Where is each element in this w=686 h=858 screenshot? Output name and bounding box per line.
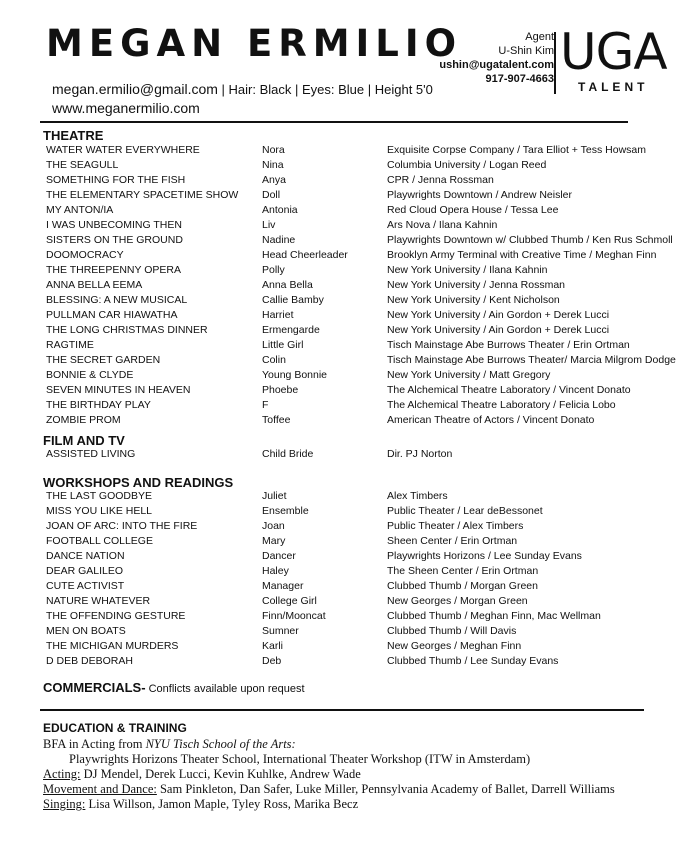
credit-company: New York University / Kent Nicholson bbox=[387, 294, 560, 306]
credit-company: New York University / Ain Gordon + Derek Lucci bbox=[387, 324, 610, 336]
credit-company: The Alchemical Theatre Laboratory / Vincent Donato bbox=[387, 384, 631, 396]
credit-title: SISTERS ON THE GROUND bbox=[46, 234, 183, 246]
section-title-education: EDUCATION & TRAINING bbox=[43, 721, 187, 735]
credit-company: New York University / Ilana Kahnin bbox=[387, 264, 548, 276]
credit-company: Sheen Center / Erin Ortman bbox=[387, 535, 518, 547]
credit-title: MISS YOU LIKE HELL bbox=[46, 505, 153, 517]
header-divider bbox=[40, 121, 628, 123]
credit-row bbox=[0, 294, 686, 309]
credit-role: Ermengarde bbox=[262, 324, 320, 336]
credit-company: Public Theater / Lear deBessonet bbox=[387, 505, 543, 517]
credit-row bbox=[0, 279, 686, 294]
credit-role: Harriet bbox=[262, 309, 294, 321]
credit-company: New Georges / Morgan Green bbox=[387, 595, 528, 607]
credit-company: New York University / Matt Gregory bbox=[387, 369, 551, 381]
movement-teachers: Sam Pinkleton, Dan Safer, Luke Miller, Pennsylvania Academy of Ballet, Darrell Williams bbox=[156, 782, 615, 796]
acting-line bbox=[43, 767, 615, 782]
credit-title: ZOMBIE PROM bbox=[46, 414, 121, 426]
credit-row bbox=[0, 550, 686, 565]
credit-company: Exquisite Corpse Company / Tara Elliot + Tess Howsam bbox=[387, 144, 647, 156]
credit-title: BLESSING: A NEW MUSICAL bbox=[46, 294, 188, 306]
credit-role: Deb bbox=[262, 655, 282, 667]
credit-role: Sumner bbox=[262, 625, 299, 637]
credit-role: F bbox=[262, 399, 269, 411]
credit-role: Little Girl bbox=[262, 339, 304, 351]
theatre-credits bbox=[0, 144, 686, 429]
movement-line bbox=[43, 782, 615, 797]
credit-title: THE LONG CHRISTMAS DINNER bbox=[46, 324, 208, 336]
credit-role: Colin bbox=[262, 354, 286, 366]
credit-row bbox=[0, 565, 686, 580]
credit-row bbox=[0, 490, 686, 505]
agent-email[interactable]: ushin@ugatalent.com bbox=[439, 59, 554, 71]
credit-company: Public Theater / Alex Timbers bbox=[387, 520, 524, 532]
credit-role: Joan bbox=[262, 520, 285, 532]
credit-row bbox=[0, 399, 686, 414]
degree-line bbox=[43, 737, 615, 752]
credit-title: THE OFFENDING GESTURE bbox=[46, 610, 186, 622]
credit-title: I WAS UNBECOMING THEN bbox=[46, 219, 182, 231]
section-title-film: FILM AND TV bbox=[43, 433, 125, 448]
workshop-credits bbox=[0, 490, 686, 670]
credit-role: Antonia bbox=[262, 204, 298, 216]
credit-title: SEVEN MINUTES IN HEAVEN bbox=[46, 384, 191, 396]
credit-role: Head Cheerleader bbox=[262, 249, 348, 261]
credit-role: Phoebe bbox=[262, 384, 299, 396]
section-title-commercials bbox=[43, 680, 305, 695]
credit-row bbox=[0, 219, 686, 234]
singing-line bbox=[43, 797, 615, 812]
film-credits bbox=[0, 448, 686, 463]
credit-row bbox=[0, 655, 686, 670]
credit-title: THE SEAGULL bbox=[46, 159, 119, 171]
credit-title: SOMETHING FOR THE FISH bbox=[46, 174, 186, 186]
credit-company: Clubbed Thumb / Morgan Green bbox=[387, 580, 538, 592]
credit-company: Red Cloud Opera House / Tessa Lee bbox=[387, 204, 559, 216]
credit-company: New Georges / Meghan Finn bbox=[387, 640, 522, 652]
section-title-workshops: WORKSHOPS AND READINGS bbox=[43, 475, 234, 490]
credit-company: Clubbed Thumb / Will Davis bbox=[387, 625, 517, 637]
credit-row bbox=[0, 369, 686, 384]
credit-row bbox=[0, 249, 686, 264]
credit-role: Polly bbox=[262, 264, 285, 276]
credit-company: Tisch Mainstage Abe Burrows Theater/ Marcia Milgrom Dodge bbox=[387, 354, 676, 366]
credit-title: DEAR GALILEO bbox=[46, 565, 124, 577]
website-link[interactable]: www.meganermilio.com bbox=[52, 100, 200, 116]
credit-row bbox=[0, 234, 686, 249]
credit-row bbox=[0, 189, 686, 204]
credit-title: ANNA BELLA EEMA bbox=[46, 279, 143, 291]
credit-title: MY ANTON/IA bbox=[46, 204, 114, 216]
email[interactable]: megan.ermilio@gmail.com bbox=[52, 81, 218, 97]
agent-phone: 917-907-4663 bbox=[485, 73, 554, 85]
credit-row bbox=[0, 505, 686, 520]
credit-title: CUTE ACTIVIST bbox=[46, 580, 125, 592]
credit-company: Clubbed Thumb / Meghan Finn, Mac Wellman bbox=[387, 610, 601, 622]
logo-divider bbox=[554, 32, 556, 94]
singing-label: Singing: bbox=[43, 797, 86, 811]
studios-line: Playwrights Horizons Theater School, International Theater Workshop (ITW in Amsterdam) bbox=[69, 752, 531, 766]
credit-row bbox=[0, 384, 686, 399]
commercials-label: COMMERCIALS- bbox=[43, 680, 146, 695]
physical-details: | Hair: Black | Eyes: Blue | Height 5'0 bbox=[217, 82, 433, 97]
credit-row bbox=[0, 144, 686, 159]
credit-row bbox=[0, 610, 686, 625]
credit-row bbox=[0, 448, 686, 463]
credit-title: WATER WATER EVERYWHERE bbox=[46, 144, 200, 156]
credit-row bbox=[0, 264, 686, 279]
credit-role: Liv bbox=[262, 219, 276, 231]
credit-role: Finn/Mooncat bbox=[262, 610, 326, 622]
credit-role: Toffee bbox=[262, 414, 291, 426]
credit-company: Playwrights Horizons / Lee Sunday Evans bbox=[387, 550, 582, 562]
credit-title: THE MICHIGAN MURDERS bbox=[46, 640, 179, 652]
credit-company: The Sheen Center / Erin Ortman bbox=[387, 565, 539, 577]
credit-title: DOOMOCRACY bbox=[46, 249, 124, 261]
credit-role: Dancer bbox=[262, 550, 296, 562]
credit-title: DANCE NATION bbox=[46, 550, 125, 562]
credit-title: ASSISTED LIVING bbox=[46, 448, 136, 460]
credit-company: The Alchemical Theatre Laboratory / Felicia Lobo bbox=[387, 399, 616, 411]
credit-company: Ars Nova / Ilana Kahnin bbox=[387, 219, 498, 231]
credit-title: THE LAST GOODBYE bbox=[46, 490, 152, 502]
credit-company: Dir. PJ Norton bbox=[387, 448, 453, 460]
credit-role: Haley bbox=[262, 565, 289, 577]
credit-role: Mary bbox=[262, 535, 286, 547]
credit-role: Nina bbox=[262, 159, 284, 171]
credit-row bbox=[0, 414, 686, 429]
credit-row bbox=[0, 309, 686, 324]
credit-role: Karli bbox=[262, 640, 284, 652]
credit-title: RAGTIME bbox=[46, 339, 94, 351]
credit-role: Doll bbox=[262, 189, 281, 201]
credit-title: BONNIE & CLYDE bbox=[46, 369, 134, 381]
credit-company: Alex Timbers bbox=[387, 490, 448, 502]
credit-title: NATURE WHATEVER bbox=[46, 595, 151, 607]
credit-title: THE THREEPENNY OPERA bbox=[46, 264, 181, 276]
credit-role: Callie Bamby bbox=[262, 294, 324, 306]
credit-title: PULLMAN CAR HIAWATHA bbox=[46, 309, 178, 321]
credit-row bbox=[0, 625, 686, 640]
agent-block bbox=[439, 30, 554, 86]
agent-label: Agent bbox=[525, 31, 554, 43]
credit-row bbox=[0, 354, 686, 369]
movement-label: Movement and Dance: bbox=[43, 782, 157, 796]
credit-company: New York University / Jenna Rossman bbox=[387, 279, 565, 291]
section-title-theatre: THEATRE bbox=[43, 128, 104, 143]
credit-row bbox=[0, 595, 686, 610]
degree-school: NYU Tisch School of the Arts: bbox=[145, 737, 296, 751]
credit-title: THE ELEMENTARY SPACETIME SHOW bbox=[46, 189, 239, 201]
credit-row bbox=[0, 159, 686, 174]
credit-company: Clubbed Thumb / Lee Sunday Evans bbox=[387, 655, 559, 667]
agency-logo-subtitle: TALENT bbox=[578, 80, 649, 94]
credit-title: THE SECRET GARDEN bbox=[46, 354, 161, 366]
credit-company: American Theatre of Actors / Vincent Donato bbox=[387, 414, 595, 426]
education-body bbox=[43, 737, 615, 812]
credit-role: Nora bbox=[262, 144, 285, 156]
credit-role: Child Bride bbox=[262, 448, 314, 460]
credit-company: Playwrights Downtown w/ Clubbed Thumb / Ken Rus Schmoll bbox=[387, 234, 673, 246]
commercials-note: Conflicts available upon request bbox=[145, 683, 305, 695]
credit-title: JOAN OF ARC: INTO THE FIRE bbox=[46, 520, 198, 532]
credit-company: New York University / Ain Gordon + Derek Lucci bbox=[387, 309, 610, 321]
singing-teachers: Lisa Willson, Jamon Maple, Tyley Ross, Marika Becz bbox=[85, 797, 359, 811]
resume-name: MEGAN ERMILIO bbox=[46, 22, 463, 65]
credit-row bbox=[0, 204, 686, 219]
credit-role: Anya bbox=[262, 174, 286, 186]
credit-title: THE BIRTHDAY PLAY bbox=[46, 399, 151, 411]
credit-role: Manager bbox=[262, 580, 304, 592]
degree-prefix: BFA in Acting from bbox=[43, 737, 146, 751]
credit-row bbox=[0, 535, 686, 550]
credit-row bbox=[0, 580, 686, 595]
agent-name: U-Shin Kim bbox=[498, 45, 554, 57]
credit-role: Young Bonnie bbox=[262, 369, 328, 381]
education-divider bbox=[40, 709, 644, 711]
agency-logo: UGA bbox=[560, 23, 667, 81]
credit-title: FOOTBALL COLLEGE bbox=[46, 535, 153, 547]
credit-row bbox=[0, 339, 686, 354]
credit-role: Ensemble bbox=[262, 505, 309, 517]
credit-company: Brooklyn Army Terminal with Creative Time / Meghan Finn bbox=[387, 249, 657, 261]
credit-row bbox=[0, 640, 686, 655]
credit-role: Anna Bella bbox=[262, 279, 313, 291]
credit-role: College Girl bbox=[262, 595, 317, 607]
credit-role: Juliet bbox=[262, 490, 287, 502]
acting-label: Acting: bbox=[43, 767, 81, 781]
credit-title: D DEB DEBORAH bbox=[46, 655, 133, 667]
credit-role: Nadine bbox=[262, 234, 296, 246]
credit-company: Columbia University / Logan Reed bbox=[387, 159, 547, 171]
credit-company: Playwrights Downtown / Andrew Neisler bbox=[387, 189, 572, 201]
credit-row bbox=[0, 174, 686, 189]
credit-row bbox=[0, 324, 686, 339]
acting-teachers: DJ Mendel, Derek Lucci, Kevin Kuhlke, Andrew Wade bbox=[80, 767, 361, 781]
credit-row bbox=[0, 520, 686, 535]
contact-line bbox=[52, 81, 433, 97]
credit-company: Tisch Mainstage Abe Burrows Theater / Erin Ortman bbox=[387, 339, 630, 351]
credit-title: MEN ON BOATS bbox=[46, 625, 126, 637]
credit-company: CPR / Jenna Rossman bbox=[387, 174, 494, 186]
